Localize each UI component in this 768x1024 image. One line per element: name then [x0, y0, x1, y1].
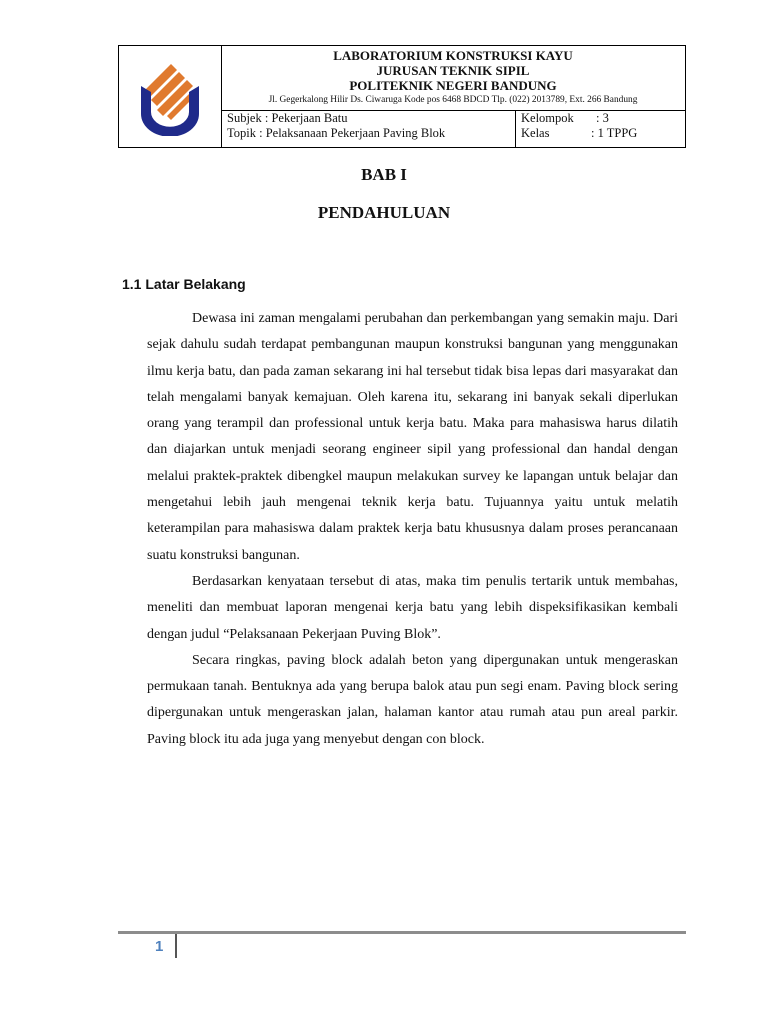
section-heading: 1.1 Latar Belakang — [122, 276, 246, 292]
chapter-number: BAB I — [361, 165, 407, 184]
class-label: Kelas — [521, 126, 550, 140]
document-header — [118, 45, 686, 148]
paragraph: Berdasarkan kenyataan tersebut di atas, maka tim penulis tertarik untuk membahas, meneliti dan membuat laporan mengenai kerja batu yang lebih dispeksifikasikan kembali dengan judul “Pelaksanaan Pekerjaan Puving Blok”. — [147, 573, 678, 642]
logo-cell — [119, 46, 222, 147]
footer-divider — [118, 931, 686, 934]
chapter-title: PENDAHULUAN — [317, 203, 451, 222]
paragraph: Dewasa ini zaman mengalami perubahan dan perkembangan yang semakin maju. Dari sejak dahulu sudah terdapat pembangunan maupun konstruksi bangunan yang menggunakan ilmu kerja batu, dan pada zaman sekarang ini hal tersebut tidak bisa lepas dari masyarakat dan telah mengalami banyak kemajuan. Oleh karena itu, sekarang ini banyak sekali diperlukan orang yang terampil dan professional untuk kerja batu. Maka para mahasiswa harus dilatih dan diajarkan untuk menjadi seorang engineer sipil yang professional dan handal dengan melalui praktek-praktek dibengkel maupun melakukan survey ke lapangan untuk belajar dan mengetahui lebih jauh mengenai teknik kerja batu. Tujuannya yaitu untuk melatih keterampilan para mahasiswa dalam praktek kerja batu khususnya dalam proses perancanaan suatu konstruksi bangunan. — [147, 311, 678, 563]
institution-name: POLITEKNIK NEGERI BANDUNG — [349, 78, 557, 93]
class-row — [521, 126, 685, 141]
group-class-cell — [516, 111, 685, 147]
department-name: JURUSAN TEKNIK SIPIL — [376, 63, 530, 78]
group-row — [521, 111, 685, 126]
header-info-row — [221, 110, 685, 147]
header-titles — [221, 46, 685, 110]
topic-text: Topik : Pelaksanaan Pekerjaan Paving Blok — [227, 126, 446, 140]
paragraph: Secara ringkas, paving block adalah beton yang dipergunakan untuk mengeraskan permukaan tanah. Bentuknya ada yang berupa balok atau pun segi enam. Paving block sering dipergunakan untuk mengeraskan jalan, halaman kantor atau rumah atau pun areal parkir. Paving block itu ada juga yang menyebut dengan con block. — [147, 652, 678, 747]
class-value: : 1 TPPG — [591, 126, 638, 140]
institution-address: Jl. Gegerkalong Hilir Ds. Ciwaruga Kode pos 6468 BDCD Tlp. (022) 2013789, Ext. 266 Bandung — [268, 95, 638, 105]
group-label: Kelompok — [521, 111, 574, 125]
lab-name: LABORATORIUM KONSTRUKSI KAYU — [333, 48, 573, 63]
group-value: : 3 — [596, 111, 609, 125]
page-number-divider — [175, 934, 177, 958]
subject-topic-cell — [221, 111, 516, 147]
body-text — [147, 306, 678, 753]
polban-logo-icon — [137, 56, 203, 136]
subject-text: Subjek : Pekerjaan Batu — [227, 111, 348, 125]
page-number: 1 — [155, 938, 164, 955]
